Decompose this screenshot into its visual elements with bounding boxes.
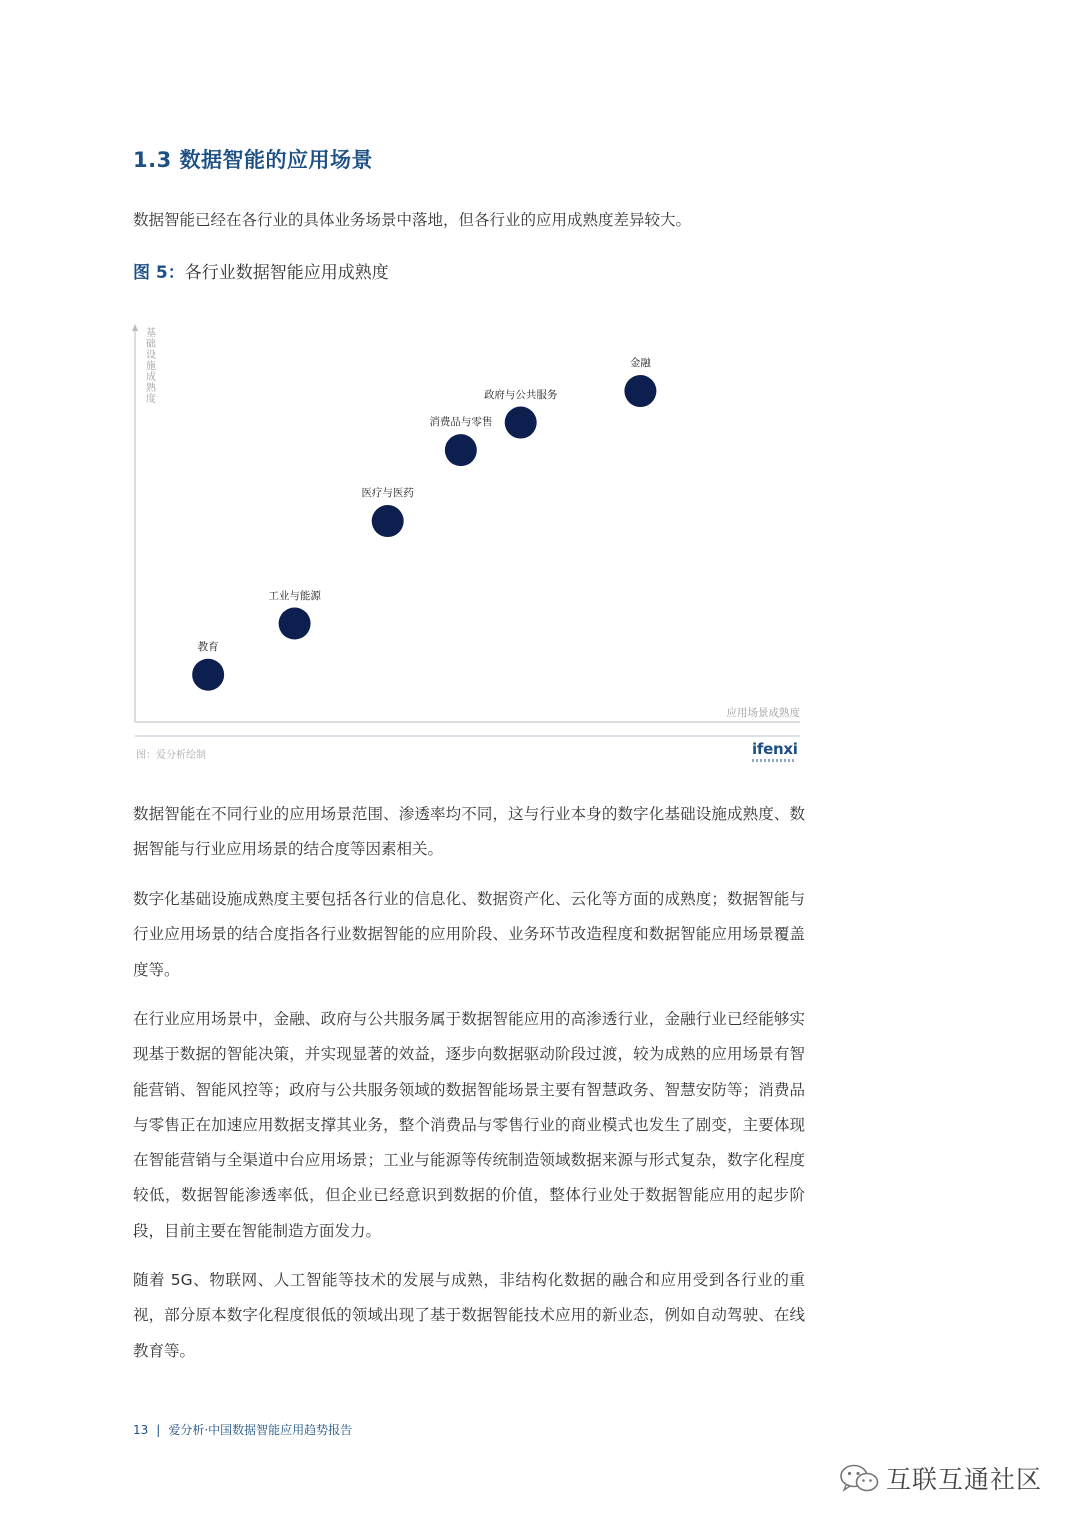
data-point [372,505,404,537]
data-point-label: 教育 [197,640,219,653]
y-axis-label: 基础设施成熟度 [146,328,156,405]
data-point-label: 政府与公共服务 [483,388,558,401]
ifenxi-logo [752,741,798,762]
data-point-label: 金融 [629,357,651,370]
data-point [279,608,311,640]
watermark [838,1460,1042,1496]
page-number: 13 [133,1423,149,1437]
paragraph-4: 随着 5G、物联网、人工智能等技术的发展与成熟，非结构化数据的融合和应用受到各行业的重视，部分原本数字化程度很低的领域出现了基于数据智能技术应用的新业态，例如自动驾驶、在线教育等。 [133,1271,805,1360]
footer-separator: | [156,1423,161,1437]
section-title: 1.3 数据智能的应用场景 [133,148,374,172]
paragraph-3: 在行业应用场景中，金融、政府与公共服务属于数据智能应用的高渗透行业，金融行业已经能够实现基于数据的智能决策，并实现显著的效益，逐步向数据驱动阶段过渡，较为成熟的应用场景有智能营销、智能风控等；政府与公共服务领域的数据智能场景主要有智慧政务、智慧安防等；消费品与零售正在加速应用数据支撑其业务，整个消费品与零售行业的商业模式也发生了剧变，主要体现在智能营销与全渠道中台应用场景；工业与能源等传统制造领域数据来源与形式复杂，数字化程度较低，数据智能渗透率低，但企业已经意识到数据的价值，整体行业处于数据智能应用的起步阶段，目前主要在智能制造方面发力。 [133,1010,805,1240]
logo-tagline-mark [752,759,794,762]
data-point [624,375,656,407]
figure-number: 图 5： [133,263,185,283]
data-point-label: 消费品与零售 [429,416,493,429]
page-footer [133,1421,352,1438]
x-axis-label: 应用场景成熟度 [726,707,800,719]
footer-title: 爱分析·中国数据智能应用趋势报告 [168,1423,353,1437]
data-point-label: 工业与能源 [268,589,321,602]
data-point-label: 医疗与医药 [361,487,414,500]
paragraph-1: 数据智能在不同行业的应用场景范围、渗透率均不同，这与行业本身的数字化基础设施成熟度、数据智能与行业应用场景的结合度等因素相关。 [133,805,805,859]
wechat-icon [838,1463,882,1493]
data-point [505,407,537,439]
y-axis-arrow [132,324,138,331]
figure-title-text: 各行业数据智能应用成熟度 [184,263,389,283]
data-point [192,659,224,691]
data-point [445,434,477,466]
intro-text: 数据智能已经在各行业的具体业务场景中落地，但各行业的应用成熟度差异较大。 [133,211,692,229]
maturity-scatter-chart [130,320,810,740]
logo-text: ifenxi [752,740,798,758]
paragraph-2: 数字化基础设施成熟度主要包括各行业的信息化、数据资产化、云化等方面的成熟度；数据智能与行业应用场景的结合度指各行业数据智能的应用阶段、业务环节改造程度和数据智能应用场景覆盖度等。 [133,890,805,979]
chart-svg [130,320,810,740]
figure-title [133,258,389,283]
figure-source: 图：爱分析绘制 [136,750,206,761]
watermark-text: 互联互通社区 [886,1465,1043,1494]
